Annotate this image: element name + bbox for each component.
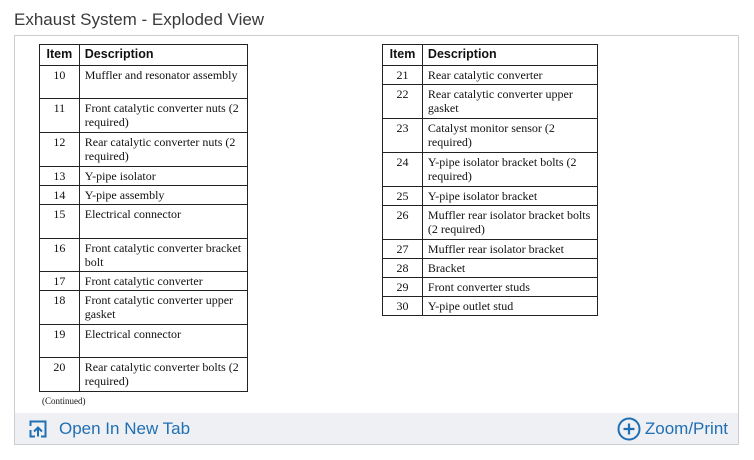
item-description: Front converter studs xyxy=(422,278,597,297)
item-number: 13 xyxy=(40,167,80,186)
column-header-description: Description xyxy=(422,45,597,66)
item-description: Electrical connector xyxy=(79,205,247,239)
item-description: Y-pipe isolator bracket bolts (2 required) xyxy=(422,153,597,187)
table-row xyxy=(40,358,248,392)
item-description: Y-pipe assembly xyxy=(79,186,247,205)
table-row xyxy=(40,272,248,291)
item-number: 18 xyxy=(40,291,80,325)
open-in-new-tab-button[interactable] xyxy=(29,413,190,444)
open-new-tab-icon xyxy=(29,420,47,438)
item-number: 24 xyxy=(383,153,423,187)
item-number: 21 xyxy=(383,66,423,85)
item-number: 22 xyxy=(383,85,423,119)
item-number: 17 xyxy=(40,272,80,291)
item-number: 29 xyxy=(383,278,423,297)
column-header-item: Item xyxy=(40,45,80,66)
column-header-description: Description xyxy=(79,45,247,66)
item-number: 23 xyxy=(383,119,423,153)
table-row xyxy=(40,167,248,186)
item-description: Rear catalytic converter bolts (2 required) xyxy=(79,358,247,392)
table-row xyxy=(383,66,598,85)
item-number: 27 xyxy=(383,240,423,259)
table-row xyxy=(40,186,248,205)
table-row xyxy=(40,66,248,99)
table-row xyxy=(40,291,248,325)
item-description: Y-pipe isolator bracket xyxy=(422,187,597,206)
item-description: Rear catalytic converter xyxy=(422,66,597,85)
table-row xyxy=(383,206,598,240)
item-number: 28 xyxy=(383,259,423,278)
table-row xyxy=(383,187,598,206)
table-row xyxy=(383,119,598,153)
item-description: Muffler rear isolator bracket bolts (2 required) xyxy=(422,206,597,240)
item-description: Muffler rear isolator bracket xyxy=(422,240,597,259)
table-row xyxy=(40,239,248,272)
item-description: Electrical connector xyxy=(79,325,247,358)
table-header-row xyxy=(40,45,248,66)
item-description: Catalyst monitor sensor (2 required) xyxy=(422,119,597,153)
table-row xyxy=(383,297,598,316)
table-row xyxy=(383,153,598,187)
item-description: Rear catalytic converter nuts (2 required) xyxy=(79,133,247,167)
item-description: Front catalytic converter nuts (2 required) xyxy=(79,99,247,133)
item-description: Front catalytic converter xyxy=(79,272,247,291)
table-row xyxy=(40,325,248,358)
figure-action-bar xyxy=(15,413,738,444)
item-number: 15 xyxy=(40,205,80,239)
table-row xyxy=(40,133,248,167)
item-number: 10 xyxy=(40,66,80,99)
item-description: Front catalytic converter bracket bolt xyxy=(79,239,247,272)
item-number: 16 xyxy=(40,239,80,272)
table-row xyxy=(40,205,248,239)
item-number: 25 xyxy=(383,187,423,206)
zoom-print-label: Zoom/Print xyxy=(644,418,728,438)
item-number: 26 xyxy=(383,206,423,240)
parts-table-left xyxy=(39,44,248,392)
item-number: 19 xyxy=(40,325,80,358)
table-row xyxy=(383,240,598,259)
item-number: 30 xyxy=(383,297,423,316)
zoom-print-button[interactable] xyxy=(617,413,728,444)
item-number: 20 xyxy=(40,358,80,392)
table-header-row xyxy=(383,45,598,66)
column-header-item: Item xyxy=(383,45,423,66)
item-number: 14 xyxy=(40,186,80,205)
table-row xyxy=(383,85,598,119)
item-description: Rear catalytic converter upper gasket xyxy=(422,85,597,119)
item-number: 11 xyxy=(40,99,80,133)
continued-note: (Continued) xyxy=(42,396,86,406)
item-description: Y-pipe outlet stud xyxy=(422,297,597,316)
parts-table-right xyxy=(382,44,598,316)
table-row xyxy=(383,278,598,297)
open-in-new-tab-label: Open In New Tab xyxy=(59,418,191,438)
item-description: Bracket xyxy=(422,259,597,278)
item-number: 12 xyxy=(40,133,80,167)
table-row xyxy=(383,259,598,278)
page-title: Exhaust System - Exploded View xyxy=(14,10,265,29)
item-description: Y-pipe isolator xyxy=(79,167,247,186)
item-description: Front catalytic converter upper gasket xyxy=(79,291,247,325)
plus-circle-icon xyxy=(617,417,641,441)
item-description: Muffler and resonator assembly xyxy=(79,66,247,99)
table-row xyxy=(40,99,248,133)
